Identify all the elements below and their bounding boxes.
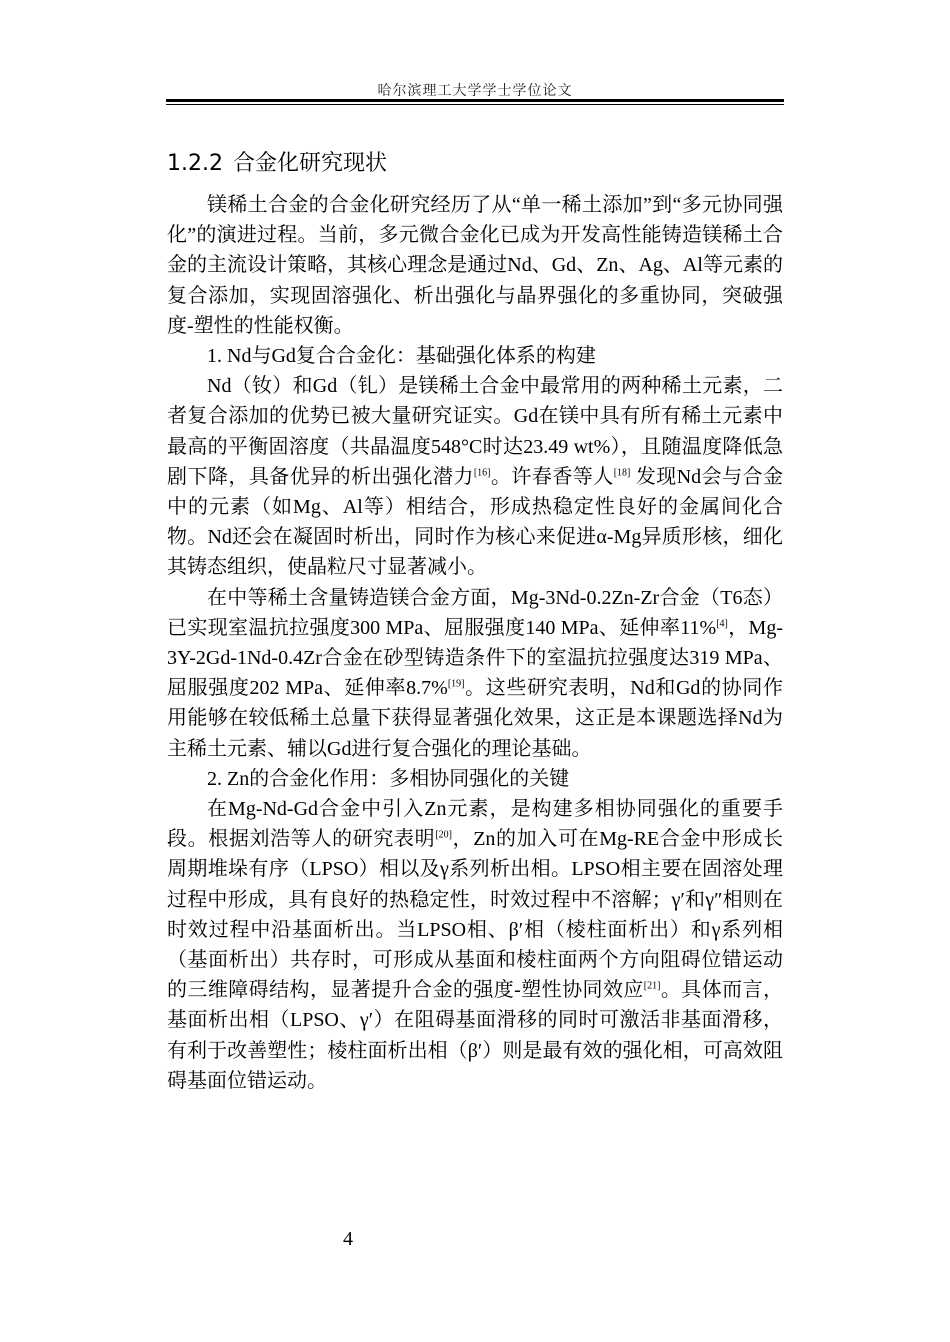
citation: [21] [643, 980, 661, 992]
paragraph-intro: 镁稀土合金的合金化研究经历了从“单一稀土添加”到“多元协同强化”的演进过程。当前，多元微合金化已成为开发高性能铸造镁稀土合金的主流设计策略，其核心理念是通过Nd、Gd、Zn、Ag、Al等元素的复合添加，实现固溶强化、析出强化与晶界强化的多重协同，突破强度-塑性的性能权衡。 [167, 194, 783, 337]
text-span: 发现Nd会与合金中的元素（如Mg、Al等）相结合，形成热稳定性良好的金属间化合物。Nd还会在凝固时析出，同时作为核心来促进α-Mg异质形核，细化其铸态组织，使晶粒尺寸显著减小。 [167, 465, 784, 579]
citation: [19] [447, 678, 465, 690]
page-number: 4 [343, 1228, 353, 1250]
text-span: ，Mg-3Y-2Gd-1Nd-0.4Zr合金在砂型铸造条件下的室温抗拉强度达319 MPa、屈服强度202 MPa、延伸率8.7% [167, 616, 784, 700]
paragraph-zn [167, 794, 783, 1096]
citation: [4] [716, 618, 728, 630]
citation: [18] [613, 467, 631, 479]
text-span: Nd（钕）和Gd（钆）是镁稀土合金中最常用的两种稀土元素，二者复合添加的优势已被大量研究证实。Gd在镁中具有所有稀土元素中最高的平衡固溶度（共晶温度548°C时达23.49 wt%），且随温度降低急剧下降，具备优异的析出强化潜力 [167, 375, 783, 488]
body-text [167, 190, 783, 1096]
citation: [20] [435, 829, 452, 841]
section-heading [167, 146, 387, 177]
subheading-nd-gd: 1. Nd与Gd复合合金化：基础强化体系的构建 [207, 345, 596, 368]
paragraph-medium-re [167, 583, 783, 764]
header-rule-thin [166, 104, 784, 105]
text-span: 在Mg-Nd-Gd合金中引入Zn元素，是构建多相协同强化的重要手段。根据刘浩等人的研究表明 [167, 798, 783, 851]
section-title-text: 合金化研究现状 [232, 151, 387, 176]
text-span: 。许春香等人 [490, 465, 614, 488]
header-rule-thick [166, 99, 784, 102]
text-span: 。这些研究表明，Nd和Gd的协同作用能够在较低稀土总量下获得显著强化效果，这正是本课题选择Nd为主稀土元素、辅以Gd进行复合强化的理论基础。 [167, 677, 783, 760]
running-header: 哈尔滨理工大学学士学位论文 [377, 84, 573, 99]
text-span: 在中等稀土含量铸造镁合金方面，Mg-3Nd-0.2Zn-Zr合金（T6态）已实现室温抗拉强度300 MPa、屈服强度140 MPa、延伸率11% [167, 586, 783, 639]
section-number: 1.2.2 [167, 151, 223, 176]
text-span: ，Zn的加入可在Mg-RE合金中形成长周期堆垛有序（LPSO）相以及γ系列析出相。LPSO相主要在固溶处理过程中形成，具有良好的热稳定性，时效过程中不溶解；γ′和γ″相则在时效过程中沿基面析出。当LPSO相、β′相（棱柱面析出）和γ系列相（基面析出）共存时，可形成从基面和棱柱面两个方向阻碍位错运动的三维障碍结构，显著提升合金的强度-塑性协同效应 [167, 828, 784, 1002]
paragraph-nd-gd [167, 371, 783, 582]
citation: [16] [473, 467, 491, 479]
text-span: 。具体而言，基面析出相（LPSO、γ′）在阻碍基面滑移的同时可激活非基面滑移，有利于改善塑性；棱柱面析出相（β′）则是最有效的强化相，可高效阻碍基面位错运动。 [167, 979, 783, 1092]
subheading-zn: 2. Zn的合金化作用：多相协同强化的关键 [207, 767, 570, 790]
